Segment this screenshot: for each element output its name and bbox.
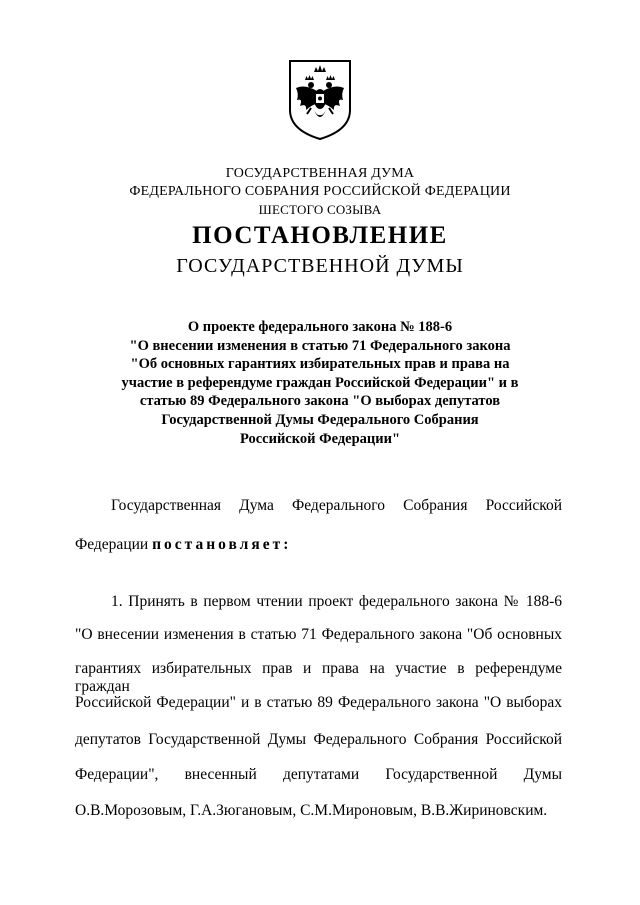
header-line-2: ФЕДЕРАЛЬНОГО СОБРАНИЯ РОССИЙСКОЙ ФЕДЕРАЦИИ <box>129 184 511 199</box>
subject-line: О проекте федерального закона № 188-6 <box>187 319 453 335</box>
resolution-subject <box>100 318 540 448</box>
item-1-line: 1. Принять в первом чтении проект федерального закона № 188-6 <box>111 593 562 610</box>
item-1-line: Федерации", внесенный депутатами Государственной Думы <box>75 766 562 783</box>
preamble-line: Государственная Дума Федерального Собрания Российской <box>111 497 562 514</box>
subject-line: статью 89 Федерального закона "О выборах депутатов <box>139 393 501 410</box>
item-1-line: депутатов Государственной Думы Федерального Собрания Российской <box>75 731 562 748</box>
subject-line: "О внесении изменения в статью 71 Федерального закона <box>129 337 511 354</box>
preamble-decree-verb: постановляет: <box>152 536 292 553</box>
item-1-line: гарантиях избирательных прав и права на участие в референдуме граждан <box>75 660 562 695</box>
subject-line: участие в референдуме граждан Российской Федерации" и в <box>121 374 519 391</box>
subject-line: Государственной Думы Федерального Собрания <box>161 411 479 428</box>
header-line-3: ШЕСТОГО СОЗЫВА <box>258 202 382 217</box>
preamble-prefix: Федерации <box>75 536 149 553</box>
item-1-line: "О внесении изменения в статью 71 Федерального закона "Об основных <box>75 626 562 643</box>
document-title: ПОСТАНОВЛЕНИЕ <box>192 222 448 249</box>
subject-line: Российской Федерации" <box>239 430 401 447</box>
item-1-line: О.В.Морозовым, Г.А.Зюгановым, С.М.Мироновым, В.В.Жириновским. <box>75 802 548 819</box>
header-line-1: ГОСУДАРСТВЕННАЯ ДУМА <box>225 166 415 181</box>
preamble-line <box>75 536 562 554</box>
subject-line: "Об основных гарантиях избирательных прав и права на <box>130 356 510 373</box>
coat-of-arms-emblem <box>287 58 353 142</box>
item-1-line: Российской Федерации" и в статью 89 Федерального закона "О выборах <box>75 694 562 711</box>
document-subtitle: ГОСУДАРСТВЕННОЙ ДУМЫ <box>176 255 464 277</box>
